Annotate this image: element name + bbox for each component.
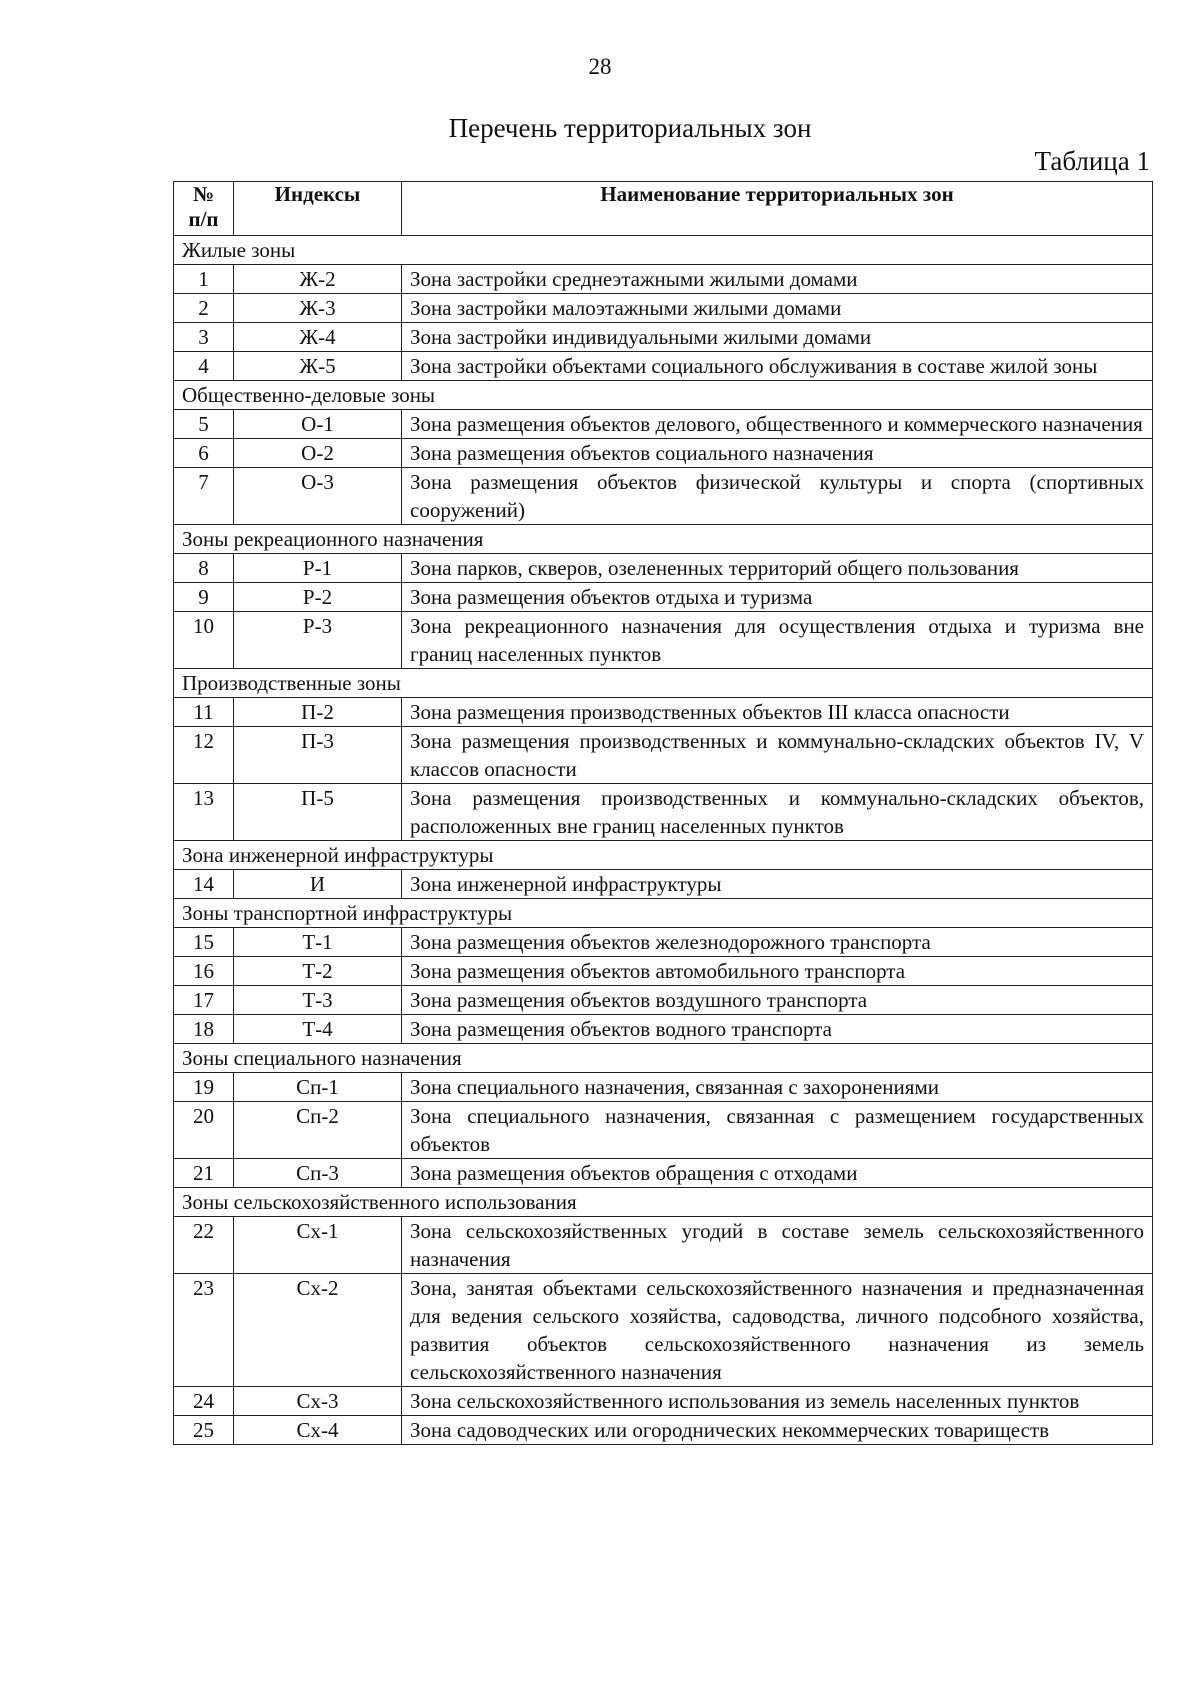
row-number: 10 — [174, 612, 234, 669]
zone-index: Ж-3 — [234, 294, 402, 323]
table-row — [174, 727, 1153, 784]
zone-name: Зона сельскохозяйственных угодий в составе земель сельскохозяйственного назначения — [402, 1217, 1153, 1274]
row-number: 22 — [174, 1217, 234, 1274]
zone-name: Зона застройки индивидуальными жилыми домами — [402, 323, 1153, 352]
header-index: Индексы — [234, 182, 402, 236]
zone-name: Зона размещения объектов автомобильного транспорта — [402, 957, 1153, 986]
row-number: 3 — [174, 323, 234, 352]
row-number: 6 — [174, 439, 234, 468]
zone-index: Сп-2 — [234, 1102, 402, 1159]
row-number: 2 — [174, 294, 234, 323]
table-row — [174, 323, 1153, 352]
table-row — [174, 583, 1153, 612]
row-number: 8 — [174, 554, 234, 583]
row-number: 25 — [174, 1416, 234, 1445]
zone-index: Сх-1 — [234, 1217, 402, 1274]
row-number: 14 — [174, 870, 234, 899]
section-row — [174, 841, 1153, 870]
section-row — [174, 236, 1153, 265]
zone-index: О-2 — [234, 439, 402, 468]
row-number: 13 — [174, 784, 234, 841]
zone-index: Сх-3 — [234, 1387, 402, 1416]
zone-index: Сх-4 — [234, 1416, 402, 1445]
row-number: 18 — [174, 1015, 234, 1044]
row-number: 11 — [174, 698, 234, 727]
table-row — [174, 784, 1153, 841]
table-row — [174, 468, 1153, 525]
zone-index: Р-3 — [234, 612, 402, 669]
row-number: 12 — [174, 727, 234, 784]
zones-table — [173, 181, 1153, 1445]
section-title: Жилые зоны — [174, 236, 1153, 265]
section-title: Зона инженерной инфраструктуры — [174, 841, 1153, 870]
zone-index: И — [234, 870, 402, 899]
table-row — [174, 554, 1153, 583]
zone-name: Зона размещения объектов железнодорожного транспорта — [402, 928, 1153, 957]
row-number: 19 — [174, 1073, 234, 1102]
row-number: 4 — [174, 352, 234, 381]
zone-name: Зона застройки среднеэтажными жилыми домами — [402, 265, 1153, 294]
row-number: 17 — [174, 986, 234, 1015]
zone-index: Т-1 — [234, 928, 402, 957]
zone-name: Зона размещения объектов воздушного транспорта — [402, 986, 1153, 1015]
table-row — [174, 410, 1153, 439]
zone-index: Р-1 — [234, 554, 402, 583]
table-row — [174, 294, 1153, 323]
zone-index: Ж-5 — [234, 352, 402, 381]
table-row — [174, 265, 1153, 294]
zone-name: Зона застройки малоэтажными жилыми домами — [402, 294, 1153, 323]
table-row — [174, 1102, 1153, 1159]
table-row — [174, 1387, 1153, 1416]
table-row — [174, 439, 1153, 468]
document-title: Перечень территориальных зон — [448, 113, 812, 143]
header-zone-name: Наименование территориальных зон — [402, 182, 1153, 236]
zone-name: Зона сельскохозяйственного использования из земель населенных пунктов — [402, 1387, 1153, 1416]
table-row — [174, 870, 1153, 899]
zone-name: Зона размещения производственных и коммунально-складских объектов IV, V классов опасности — [402, 727, 1153, 784]
zone-index: Сп-3 — [234, 1159, 402, 1188]
zone-index: П-3 — [234, 727, 402, 784]
section-title: Зоны транспортной инфраструктуры — [174, 899, 1153, 928]
header-number-line1: № — [192, 182, 215, 206]
zone-name: Зона специального назначения, связанная с захоронениями — [402, 1073, 1153, 1102]
zone-index: Сп-1 — [234, 1073, 402, 1102]
section-title: Зоны сельскохозяйственного использования — [174, 1188, 1153, 1217]
zone-name: Зона размещения объектов водного транспорта — [402, 1015, 1153, 1044]
zone-name: Зона размещения объектов социального назначения — [402, 439, 1153, 468]
zone-name: Зона размещения производственных и коммунально-складских объектов, расположенных вне границ населенных пунктов — [402, 784, 1153, 841]
table-row — [174, 1274, 1153, 1387]
section-row — [174, 381, 1153, 410]
zone-index: О-1 — [234, 410, 402, 439]
table-header — [174, 182, 1153, 236]
row-number: 20 — [174, 1102, 234, 1159]
zone-index: Т-3 — [234, 986, 402, 1015]
zone-index: Ж-4 — [234, 323, 402, 352]
zone-name: Зона рекреационного назначения для осуществления отдыха и туризма вне границ населенных пунктов — [402, 612, 1153, 669]
zone-index: Р-2 — [234, 583, 402, 612]
row-number: 23 — [174, 1274, 234, 1387]
table-row — [174, 1073, 1153, 1102]
row-number: 1 — [174, 265, 234, 294]
zone-name: Зона, занятая объектами сельскохозяйственного назначения и предназначенная для ведения сельского хозяйства, садоводства, личного подсобного хозяйства, развития объектов сельскохозяйственного назначения из земель сельскохозяйственного назначения — [402, 1274, 1153, 1387]
zone-name: Зона садоводческих или огороднических некоммерческих товариществ — [402, 1416, 1153, 1445]
zone-name: Зона инженерной инфраструктуры — [402, 870, 1153, 899]
row-number: 5 — [174, 410, 234, 439]
zone-index: П-2 — [234, 698, 402, 727]
section-title: Общественно-деловые зоны — [174, 381, 1153, 410]
table-row — [174, 957, 1153, 986]
table-row — [174, 698, 1153, 727]
table-row — [174, 1015, 1153, 1044]
zone-name: Зона размещения объектов физической культуры и спорта (спортивных сооружений) — [402, 468, 1153, 525]
section-row — [174, 525, 1153, 554]
zone-index: Т-2 — [234, 957, 402, 986]
table-row — [174, 1416, 1153, 1445]
table-row — [174, 928, 1153, 957]
table-row — [174, 986, 1153, 1015]
row-number: 9 — [174, 583, 234, 612]
zone-index: Т-4 — [234, 1015, 402, 1044]
row-number: 16 — [174, 957, 234, 986]
zone-index: Сх-2 — [234, 1274, 402, 1387]
header-row — [174, 182, 1153, 236]
row-number: 15 — [174, 928, 234, 957]
row-number: 21 — [174, 1159, 234, 1188]
zone-index: П-5 — [234, 784, 402, 841]
table-label: Таблица 1 — [1034, 146, 1150, 176]
page-number: 28 — [588, 54, 612, 79]
zone-name: Зона размещения объектов делового, общественного и коммерческого назначения — [402, 410, 1153, 439]
zone-name: Зона специального назначения, связанная с размещением государственных объектов — [402, 1102, 1153, 1159]
header-number-line2: п/п — [188, 207, 219, 231]
zone-name: Зона размещения объектов отдыха и туризма — [402, 583, 1153, 612]
zone-index: Ж-2 — [234, 265, 402, 294]
header-number — [174, 182, 234, 236]
zone-name: Зона застройки объектами социального обслуживания в составе жилой зоны — [402, 352, 1153, 381]
section-title: Зоны специального назначения — [174, 1044, 1153, 1073]
section-title: Зоны рекреационного назначения — [174, 525, 1153, 554]
zone-name: Зона размещения объектов обращения с отходами — [402, 1159, 1153, 1188]
row-number: 7 — [174, 468, 234, 525]
section-row — [174, 899, 1153, 928]
section-row — [174, 1188, 1153, 1217]
table-row — [174, 612, 1153, 669]
zone-index: О-3 — [234, 468, 402, 525]
table-row — [174, 352, 1153, 381]
table-body — [174, 236, 1153, 1445]
table-row — [174, 1159, 1153, 1188]
section-title: Производственные зоны — [174, 669, 1153, 698]
zone-name: Зона парков, скверов, озелененных территорий общего пользования — [402, 554, 1153, 583]
zone-name: Зона размещения производственных объектов III класса опасности — [402, 698, 1153, 727]
section-row — [174, 1044, 1153, 1073]
section-row — [174, 669, 1153, 698]
row-number: 24 — [174, 1387, 234, 1416]
table-row — [174, 1217, 1153, 1274]
